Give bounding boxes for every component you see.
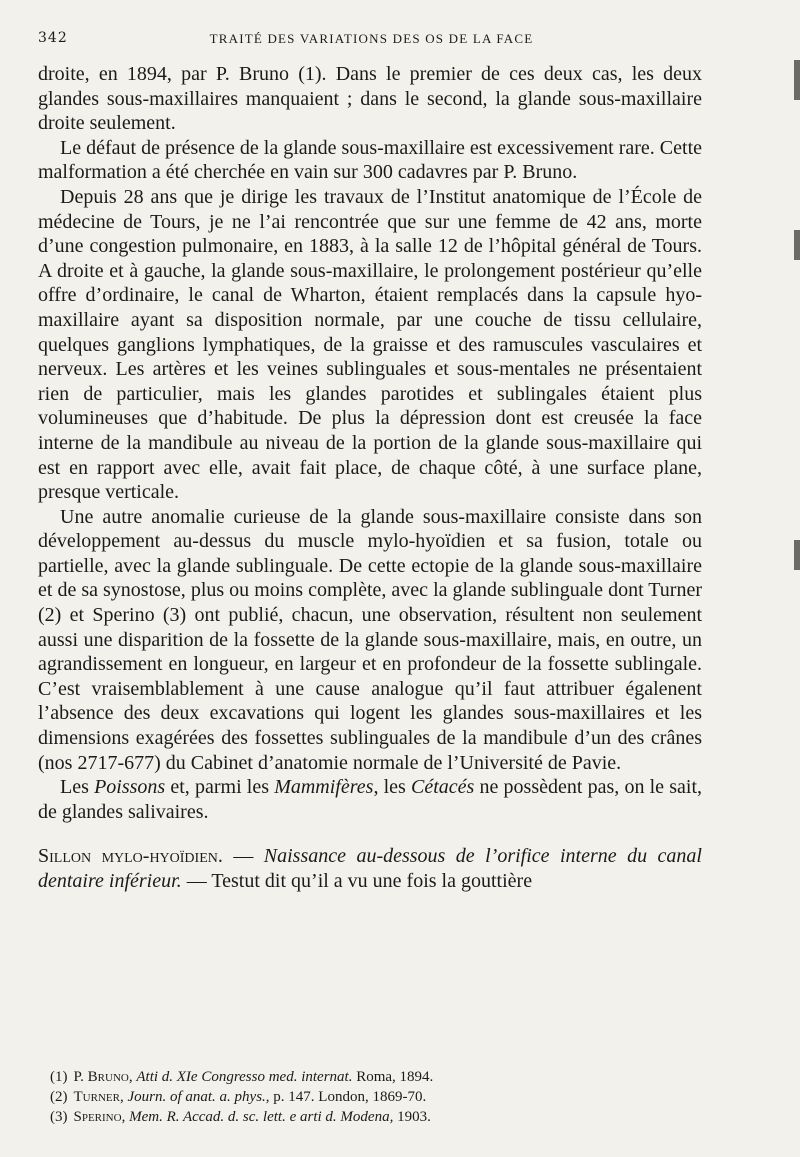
footnote-author: P. Bruno,: [73, 1069, 133, 1085]
binding-edge-mark: [794, 230, 800, 260]
page-header: [38, 30, 705, 52]
text-run: et, parmi les: [165, 776, 275, 799]
section-subtitle: Naissance au-dessous de l’orifice interne du canal dentaire inférieur.: [38, 845, 702, 892]
paragraph: Le défaut de présence de la glande sous-maxillaire est excessivement rare. Cette malformation a été cherchée en vain sur 300 cadavres par P. Bruno.: [38, 136, 702, 184]
text-run: ne possèdent pas, on le sait, de glandes salivaires.: [38, 776, 702, 823]
section-paragraph: [38, 844, 702, 893]
running-title: TRAITÉ DES VARIATIONS DES OS DE LA FACE: [209, 31, 534, 46]
paragraph: Une autre anomalie curieuse de la glande sous-maxillaire consiste dans son développement au-dessus du muscle mylo-hyoïdien et sa fusion, totale ou partielle, avec la glande sublinguale. De cette ectopie de la glande sous-maxillaire et de sa synostose, plus ou moins complète, avec la glande sublinguale dont Turner (2) et Sperino (3) ont publié, chacun, une observation, résultent non seulement aussi une disparition de la fossette de la glande sous-maxillaire, mais, en outre, un agrandissement en longueur, en largeur et en profondeur de la fossette sublingale. C’est vraisemblablement à une cause analogue qu’il faut attribuer égalenent l’absence des deux excavations qui logent les glandes sous-maxillaires et les dimensions exagérées des fossettes sublinguales de la mandibule d’un des crânes (nos 2717-677) du Cabinet d’anatomie normale de l’Université de Pavie.: [38, 505, 702, 774]
page-number: 342: [38, 30, 68, 46]
footnote-title: Mem. R. Accad. d. sc. lett. e arti d. Modena,: [129, 1109, 394, 1125]
footnote-rest: 1903.: [397, 1109, 431, 1125]
footnote: [38, 1087, 702, 1107]
text-run: —: [222, 845, 264, 868]
paragraph-last: [38, 775, 702, 824]
footnote-ref: (3): [50, 1109, 68, 1125]
footnote-author: Turner,: [73, 1089, 124, 1105]
paragraph: Depuis 28 ans que je dirige les travaux de l’Institut anatomique de l’École de médecine de Tours, je ne l’ai rencontrée que sur une femme de 42 ans, morte d’une congestion pulmonaire, en 1883, à la salle 12 de l’hôpital général de Tours. A droite et à gauche, la glande sous-maxillaire, le prolongement postérieur qu’elle offre d’ordinaire, le canal de Wharton, étaient remplacés dans la capsule hyo-maxillaire ayant sa disposition normale, par une couche de tissu cellulaire, quelques ganglions lymphatiques, de la graisse et des ramuscules vasculaires et nerveux. Les artères et les veines sublinguales et sous-mentales ne présentaient rien de particulier, mais les glandes parotides et sublingales étaient plus volumineuses que d’habitude. De plus la dépression dont est creusée la face interne de la mandibule au niveau de la portion de la glande sous-maxillaire qui est en rapport avec elle, avait fait place, de chaque côté, à une surface plane, presque verticale.: [38, 185, 702, 504]
text-run: — Testut dit qu’il a vu une fois la gouttière: [181, 870, 533, 892]
footnote-ref: (1): [50, 1069, 68, 1085]
footnote-author: Sperino,: [73, 1109, 126, 1125]
footnote: [38, 1107, 702, 1127]
footnote-title: Atti d. XIe Congresso med. internat.: [136, 1069, 353, 1085]
footnote-rest: p. 147. London, 1869-70.: [273, 1089, 427, 1105]
paragraph: droite, en 1894, par P. Bruno (1). Dans le premier de ces deux cas, les deux glandes sous-maxillaires manquaient ; dans le second, la glande sous-maxillaire droite seulement.: [38, 63, 702, 135]
text-run: Les: [60, 776, 95, 799]
footnote-rest: Roma, 1894.: [356, 1069, 434, 1085]
footnote: [38, 1067, 702, 1087]
binding-edge-mark: [794, 540, 800, 570]
footnote-ref: (2): [50, 1089, 68, 1105]
section-heading: Sillon mylo-hyoïdien.: [38, 845, 223, 868]
italic-term: Poissons: [94, 776, 166, 799]
footnote-title: Journ. of anat. a. phys.,: [127, 1089, 270, 1105]
binding-edge-mark: [794, 60, 800, 100]
italic-term: Mammifères: [274, 776, 374, 799]
text-run: , les: [373, 776, 412, 799]
italic-term: Cétacés: [411, 776, 475, 799]
footnotes: [38, 1067, 702, 1127]
body-text: [38, 62, 702, 894]
